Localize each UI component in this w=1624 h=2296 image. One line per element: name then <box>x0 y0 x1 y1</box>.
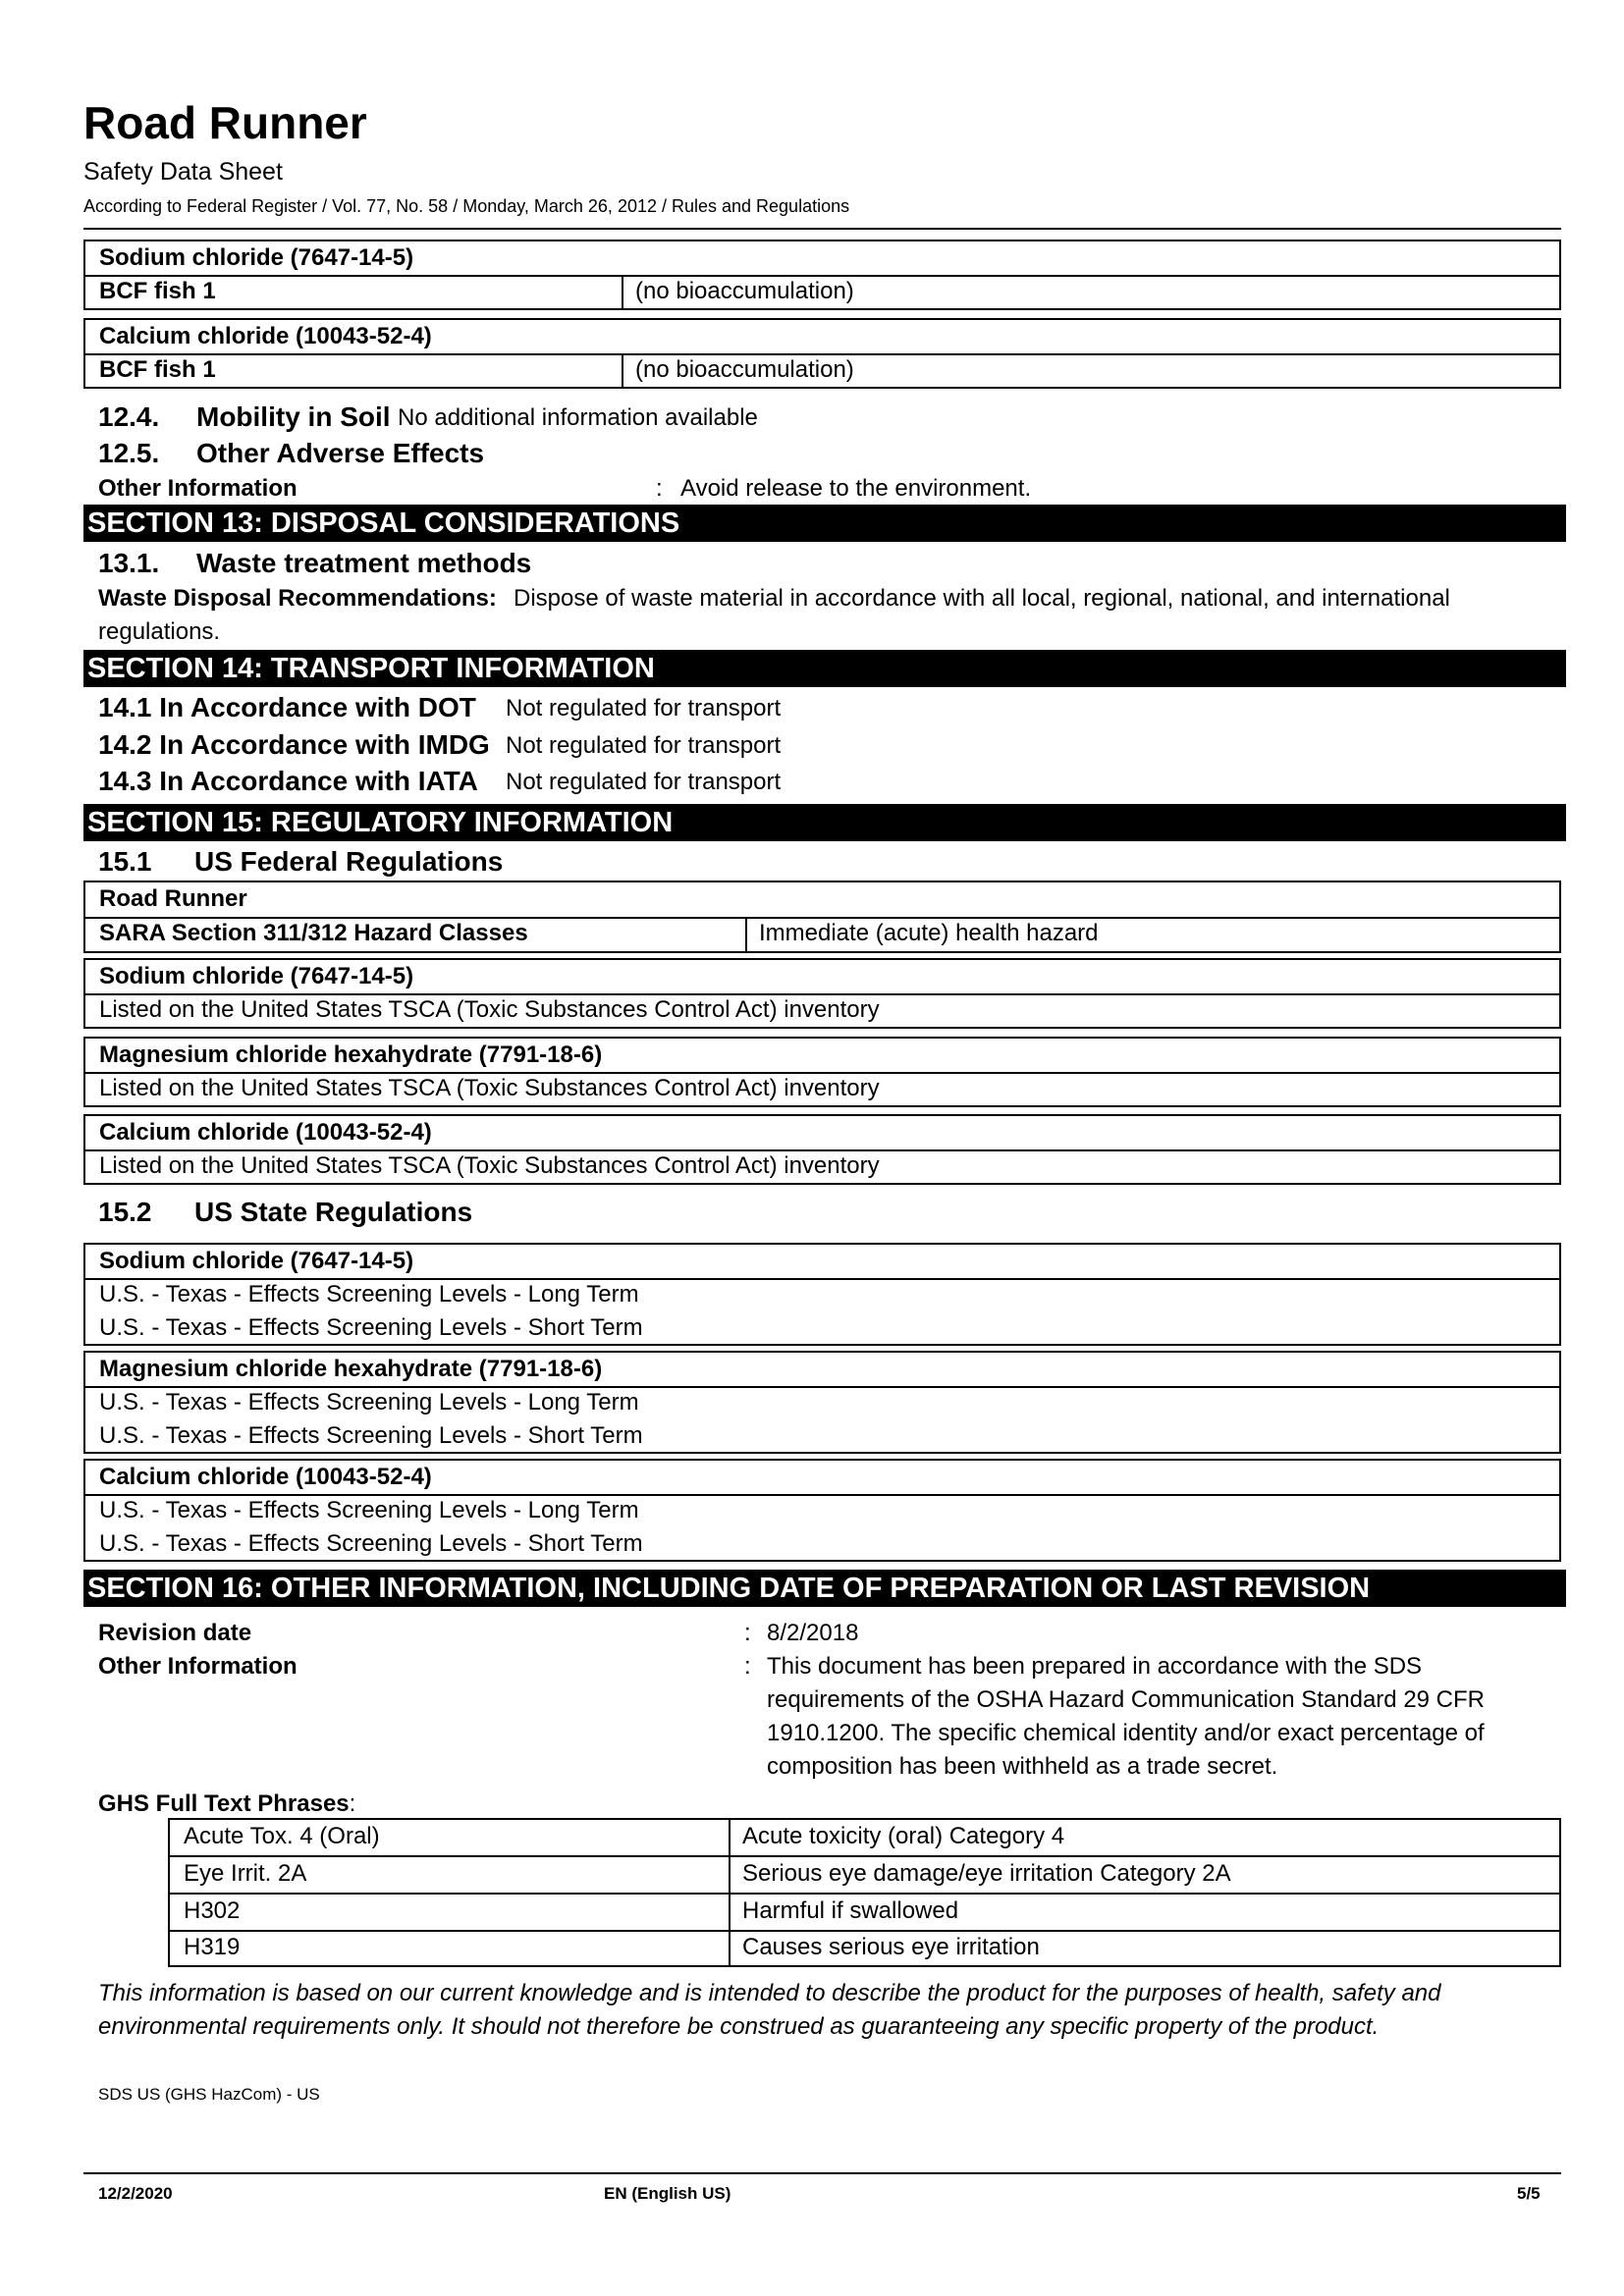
waste-text-2: regulations. <box>98 618 221 645</box>
disclaimer-line-2: environmental requirements only. It should not therefore be construed as guaranteeing any specific property of the product. <box>98 2013 1380 2040</box>
section-15-heading: SECTION 15: REGULATORY INFORMATION <box>83 804 1566 841</box>
ghs-label-text: GHS Full Text Phrases <box>98 1790 350 1817</box>
table-title: Magnesium chloride hexahydrate (7791-18-6) <box>99 1041 603 1068</box>
transport-iata-value: Not regulated for transport <box>506 769 782 795</box>
ghs-code: H302 <box>184 1897 241 1924</box>
ghs-code: Eye Irrit. 2A <box>184 1860 307 1887</box>
ghs-text: Serious eye damage/eye irritation Category 2A <box>742 1860 1231 1887</box>
regulation-reference: According to Federal Register / Vol. 77, No. 58 / Monday, March 26, 2012 / Rules and Regulations <box>83 196 850 216</box>
table-value: (no bioaccumulation) <box>635 356 854 383</box>
table-line-2: U.S. - Texas - Effects Screening Levels - Short Term <box>99 1530 643 1557</box>
federal-table-calcium <box>83 1114 1561 1185</box>
transport-dot-value: Not regulated for transport <box>506 695 782 721</box>
waste-label: Waste Disposal Recommendations: <box>98 585 497 612</box>
table-title: Sodium chloride (7647-14-5) <box>99 1248 414 1274</box>
table-line-1: U.S. - Texas - Effects Screening Levels - Long Term <box>99 1497 639 1523</box>
document-subtitle: Safety Data Sheet <box>83 158 283 186</box>
transport-imdg-label: 14.2 In Accordance with IMDG <box>98 729 490 760</box>
ghs-text: Harmful if swallowed <box>742 1897 959 1924</box>
state-table-calcium <box>83 1459 1561 1562</box>
table-title: Sodium chloride (7647-14-5) <box>99 244 414 271</box>
table-line-1: U.S. - Texas - Effects Screening Levels - Long Term <box>99 1281 639 1308</box>
footer-date: 12/2/2020 <box>98 2184 173 2203</box>
ghs-label <box>98 1792 355 1816</box>
ghs-code: Acute Tox. 4 (Oral) <box>184 1823 380 1849</box>
colon: : <box>744 1653 751 1680</box>
table-text: Listed on the United States TSCA (Toxic Substances Control Act) inventory <box>99 996 880 1023</box>
other-info-value: Avoid release to the environment. <box>680 475 1032 502</box>
table-line-1: U.S. - Texas - Effects Screening Levels - Long Term <box>99 1389 639 1415</box>
table-title: Sodium chloride (7647-14-5) <box>99 963 414 989</box>
mobility-number: 12.4. <box>98 401 160 432</box>
other-information-line-1: This document has been prepared in accordance with the SDS <box>767 1653 1423 1680</box>
ghs-text: Acute toxicity (oral) Category 4 <box>742 1823 1065 1849</box>
table-title: Calcium chloride (10043-52-4) <box>99 323 432 349</box>
table-label: BCF fish 1 <box>99 356 216 383</box>
header-divider <box>83 228 1561 230</box>
mobility-text: No additional information available <box>398 404 758 431</box>
federal-number: 15.1 <box>98 846 152 877</box>
footer-divider <box>83 2172 1561 2174</box>
transport-imdg-value: Not regulated for transport <box>506 732 782 759</box>
other-info-label: Other Information <box>98 475 298 502</box>
mobility-title: Mobility in Soil <box>196 401 391 432</box>
transport-dot-label: 14.1 In Accordance with DOT <box>98 692 476 722</box>
sara-table <box>83 881 1561 953</box>
table-line-2: U.S. - Texas - Effects Screening Levels - Short Term <box>99 1422 643 1449</box>
bcf-table-calcium <box>83 318 1561 389</box>
footer-page: 5/5 <box>1517 2184 1541 2203</box>
revision-label: Revision date <box>98 1620 252 1646</box>
section-13-1-title: Waste treatment methods <box>196 548 532 578</box>
ghs-code: H319 <box>184 1934 241 1960</box>
colon: : <box>744 1620 751 1646</box>
federal-table-sodium <box>83 958 1561 1029</box>
table-line-2: U.S. - Texas - Effects Screening Levels - Short Term <box>99 1314 643 1341</box>
state-table-magnesium <box>83 1351 1561 1454</box>
section-13-1-number: 13.1. <box>98 548 160 578</box>
colon: : <box>656 475 663 502</box>
section-16-heading: SECTION 16: OTHER INFORMATION, INCLUDING DATE OF PREPARATION OR LAST REVISION <box>83 1570 1566 1607</box>
sds-type: SDS US (GHS HazCom) - US <box>98 2085 320 2104</box>
state-table-sodium <box>83 1243 1561 1346</box>
document-title: Road Runner <box>83 97 367 148</box>
section-13-heading: SECTION 13: DISPOSAL CONSIDERATIONS <box>83 505 1566 542</box>
federal-table-magnesium <box>83 1037 1561 1107</box>
other-information-line-2: requirements of the OSHA Hazard Communication Standard 29 CFR <box>767 1686 1486 1713</box>
transport-iata-label: 14.3 In Accordance with IATA <box>98 766 478 796</box>
other-information-label: Other Information <box>98 1653 298 1680</box>
revision-value: 8/2/2018 <box>767 1620 859 1646</box>
state-number: 15.2 <box>98 1197 152 1227</box>
table-value: (no bioaccumulation) <box>635 278 854 304</box>
table-title: Calcium chloride (10043-52-4) <box>99 1119 432 1146</box>
sara-label: SARA Section 311/312 Hazard Classes <box>99 920 528 946</box>
state-title: US State Regulations <box>194 1197 473 1227</box>
ghs-colon: : <box>349 1790 356 1817</box>
disclaimer-line-1: This information is based on our current knowledge and is intended to describe the product for the purposes of health, safety and <box>98 1980 1441 2006</box>
table-title: Magnesium chloride hexahydrate (7791-18-6) <box>99 1356 603 1382</box>
footer-language: EN (English US) <box>604 2184 731 2203</box>
sara-value: Immediate (acute) health hazard <box>759 920 1099 946</box>
other-information-line-3: 1910.1200. The specific chemical identity and/or exact percentage of <box>767 1720 1485 1746</box>
waste-text-1: Dispose of waste material in accordance with all local, regional, national, and international <box>514 585 1450 612</box>
bcf-table-sodium <box>83 240 1561 310</box>
table-label: BCF fish 1 <box>99 278 216 304</box>
section-14-heading: SECTION 14: TRANSPORT INFORMATION <box>83 650 1566 687</box>
adverse-title: Other Adverse Effects <box>196 438 485 468</box>
table-title: Calcium chloride (10043-52-4) <box>99 1464 432 1490</box>
table-text: Listed on the United States TSCA (Toxic Substances Control Act) inventory <box>99 1075 880 1101</box>
ghs-text: Causes serious eye irritation <box>742 1934 1040 1960</box>
ghs-table <box>168 1818 1561 1967</box>
table-text: Listed on the United States TSCA (Toxic Substances Control Act) inventory <box>99 1152 880 1179</box>
product-name: Road Runner <box>99 885 247 912</box>
other-information-line-4: composition has been withheld as a trade secret. <box>767 1753 1278 1780</box>
federal-title: US Federal Regulations <box>194 846 504 877</box>
adverse-number: 12.5. <box>98 438 160 468</box>
